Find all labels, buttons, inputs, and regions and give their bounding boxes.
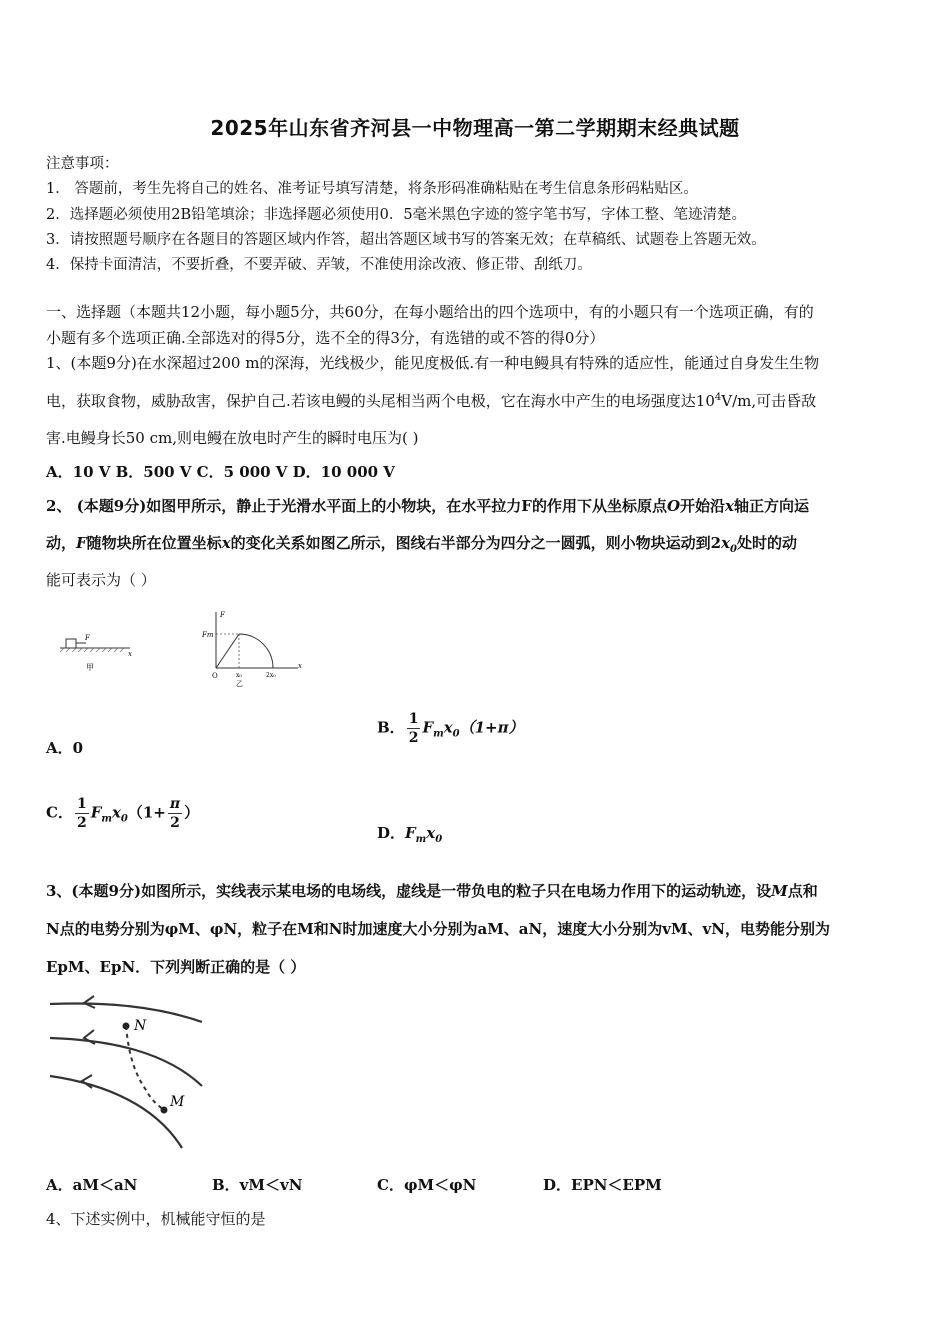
yi-F-label: F bbox=[220, 611, 225, 619]
q2-option-c-num2: π bbox=[169, 796, 181, 812]
q2-option-c-x: x bbox=[111, 803, 121, 822]
q2-option-c-label: C． bbox=[46, 803, 73, 822]
q2-option-b-fraction bbox=[407, 712, 421, 745]
q2-option-b-x: x bbox=[443, 718, 453, 737]
q2-line2 bbox=[46, 532, 908, 555]
yi-x-label: x bbox=[298, 662, 302, 670]
q2-option-c-mid: （1+ bbox=[127, 803, 166, 822]
q1-line3: 害.电鳗身长50 cm,则电鳗在放电时产生的瞬时电压为( ) bbox=[46, 429, 419, 447]
field-line-1 bbox=[50, 1004, 202, 1022]
q3-line1-b: 点和 bbox=[787, 882, 818, 900]
q2-line3: 能可表示为（ ） bbox=[46, 571, 156, 589]
q2-line1-b: 开始沿 bbox=[680, 497, 726, 515]
notice-item-4: 4．保持卡面清洁，不要折叠，不要弄破、弄皱，不准使用涂改液、修正带、刮纸刀。 bbox=[46, 257, 592, 273]
q1-options: A．10 V B．500 V C．5 000 V D．10 000 V bbox=[46, 463, 395, 481]
q3-line3: EpM、EpN．下列判断正确的是（ ） bbox=[46, 958, 306, 976]
q2-force-F: F bbox=[76, 534, 87, 552]
q1-line2-a: 电，获取食物，威胁敌害，保护自己.若该电鳗的头尾相当两个电极，它在海水中产生的电场强度达10 bbox=[46, 392, 715, 410]
q2-line2-a: 动， bbox=[46, 534, 77, 552]
point-M bbox=[161, 1107, 168, 1114]
q2-option-b bbox=[377, 712, 524, 745]
q2-option-b-label: B． bbox=[377, 718, 405, 737]
notice-item-2: 2．选择题必须使用2B铅笔填涂；非选择题必须使用0．5毫米黑色字迹的签字笔书写，字体工整、笔迹清楚。 bbox=[46, 207, 747, 223]
q2-option-b-0: 0 bbox=[452, 728, 460, 740]
q3-option-b: B．vM＜vN bbox=[212, 1176, 303, 1194]
yi-x0-label: x₀ bbox=[236, 672, 242, 679]
q2-option-c-m: m bbox=[101, 813, 112, 825]
q3-option-d: D．EPN＜EPM bbox=[543, 1176, 662, 1194]
q2-option-b-num: 1 bbox=[408, 711, 419, 727]
q2-option-c-den: 2 bbox=[76, 815, 87, 831]
q2-line1-c: 轴正方向运 bbox=[734, 497, 810, 515]
q2-origin-O: O bbox=[666, 497, 681, 515]
q2-line2-b: 随物块所在位置坐标 bbox=[86, 534, 222, 552]
q2-option-b-F: F bbox=[422, 718, 434, 737]
q2-option-c-0: 0 bbox=[120, 813, 128, 825]
q2-option-d-F: F bbox=[405, 824, 416, 842]
q1-line2-b: V/m,可击昏敌 bbox=[721, 392, 817, 410]
q2-x0: x bbox=[721, 534, 731, 552]
q3-line1-a: 3、(本题9分)如图所示，实线表示某电场的电场线，虚线是一带负电的粒子只在电场力作用下的运动轨迹，设 bbox=[46, 882, 772, 900]
q2-line1 bbox=[46, 495, 908, 516]
q2-option-d-m: m bbox=[415, 834, 427, 845]
yi-caption: 乙 bbox=[236, 680, 243, 688]
jia-x-label: x bbox=[128, 650, 132, 658]
q2-option-c-fraction bbox=[75, 797, 89, 830]
yi-O-label: O bbox=[212, 672, 218, 680]
q2-coord-x: x bbox=[221, 534, 231, 552]
jia-caption: 甲 bbox=[86, 663, 94, 672]
q2-option-b-m: m bbox=[433, 728, 444, 740]
q2-option-c-num: 1 bbox=[76, 796, 87, 812]
q2-option-c-F: F bbox=[90, 803, 102, 822]
page-title: 2025年山东省齐河县一中物理高一第二学期期末经典试题 bbox=[210, 116, 740, 140]
q2-option-c-fraction2 bbox=[168, 797, 182, 830]
q3-option-a: A．aM＜aN bbox=[46, 1176, 138, 1194]
notice-item-3: 3．请按照题号顺序在各题目的答题区域内作答，超出答题区域书写的答案无效；在草稿纸、试题卷上答题无效。 bbox=[46, 232, 766, 248]
q2-option-c bbox=[46, 797, 199, 830]
q2-figure-jia bbox=[58, 628, 138, 674]
q1-line1: 1、(本题9分)在水深超过200 m的深海，光线极少，能见度极低.有一种电鳗具有特殊的适应性，能通过自身发生生物 bbox=[46, 354, 820, 372]
q2-figure-yi bbox=[200, 608, 304, 688]
q2-option-c-tail: ） bbox=[184, 803, 200, 822]
trajectory bbox=[126, 1026, 164, 1110]
q4-line1: 4、下述实例中，机械能守恒的是 bbox=[46, 1210, 266, 1228]
arrow-1 bbox=[84, 996, 95, 1008]
q2-line2-d: 处时的动 bbox=[737, 534, 798, 552]
jia-F-label: F bbox=[85, 634, 90, 642]
notice-heading: 注意事项： bbox=[46, 156, 119, 172]
q3-option-c: C．φM＜φN bbox=[377, 1176, 477, 1194]
q3-line2: N点的电势分别为φM、φN，粒子在M和N时加速度大小分别为aM、aN，速度大小分别为vM、vN，电势能分别为 bbox=[46, 920, 830, 938]
q3-field-figure bbox=[46, 992, 210, 1152]
label-M: M bbox=[170, 1094, 185, 1110]
q2-option-a: A．0 bbox=[46, 739, 84, 757]
q2-line1-a: 2、 (本题9分)如图甲所示，静止于光滑水平面上的小物块，在水平拉力F的作用下从坐标原点 bbox=[46, 497, 667, 515]
q2-option-d bbox=[377, 822, 442, 845]
label-N: N bbox=[134, 1018, 147, 1034]
q2-option-d-0: 0 bbox=[435, 834, 443, 845]
q3-line1 bbox=[46, 880, 908, 901]
q2-line2-c: 的变化关系如图乙所示，图线右半部分为四分之一圆弧，则小物块运动到2 bbox=[230, 534, 722, 552]
q1-exponent: 4 bbox=[714, 392, 722, 403]
section-instruction-line1: 一、选择题（本题共12小题，每小题5分，共60分，在每小题给出的四个选项中，有的小题只有一个选项正确，有的 bbox=[46, 303, 814, 321]
yi-Fm-label: Fm bbox=[202, 631, 214, 639]
yi-2x0-label: 2x₀ bbox=[266, 672, 276, 679]
q2-option-b-tail: （1+π） bbox=[459, 718, 524, 737]
q2-option-c-den2: 2 bbox=[170, 815, 180, 831]
q2-axis-x: x bbox=[725, 497, 734, 515]
q2-x0-sub: 0 bbox=[730, 544, 738, 555]
section-instruction-line2: 小题有多个选项正确.全部选对的得5分，选不全的得3分，有选错的或不答的得0分） bbox=[46, 329, 605, 347]
q3-line1-M: M bbox=[771, 882, 788, 900]
q2-option-b-den: 2 bbox=[408, 730, 419, 746]
field-line-2 bbox=[50, 1038, 202, 1086]
point-N bbox=[123, 1023, 130, 1030]
q2-option-d-x: x bbox=[426, 824, 436, 842]
notice-item-1: 1． 答题前，考生先将自己的姓名、准考证号填写清楚，将条形码准确粘贴在考生信息条形码粘贴区。 bbox=[46, 181, 698, 197]
q1-line2 bbox=[46, 390, 908, 411]
q2-option-d-label: D． bbox=[377, 824, 406, 842]
arrow-3 bbox=[82, 1075, 92, 1088]
